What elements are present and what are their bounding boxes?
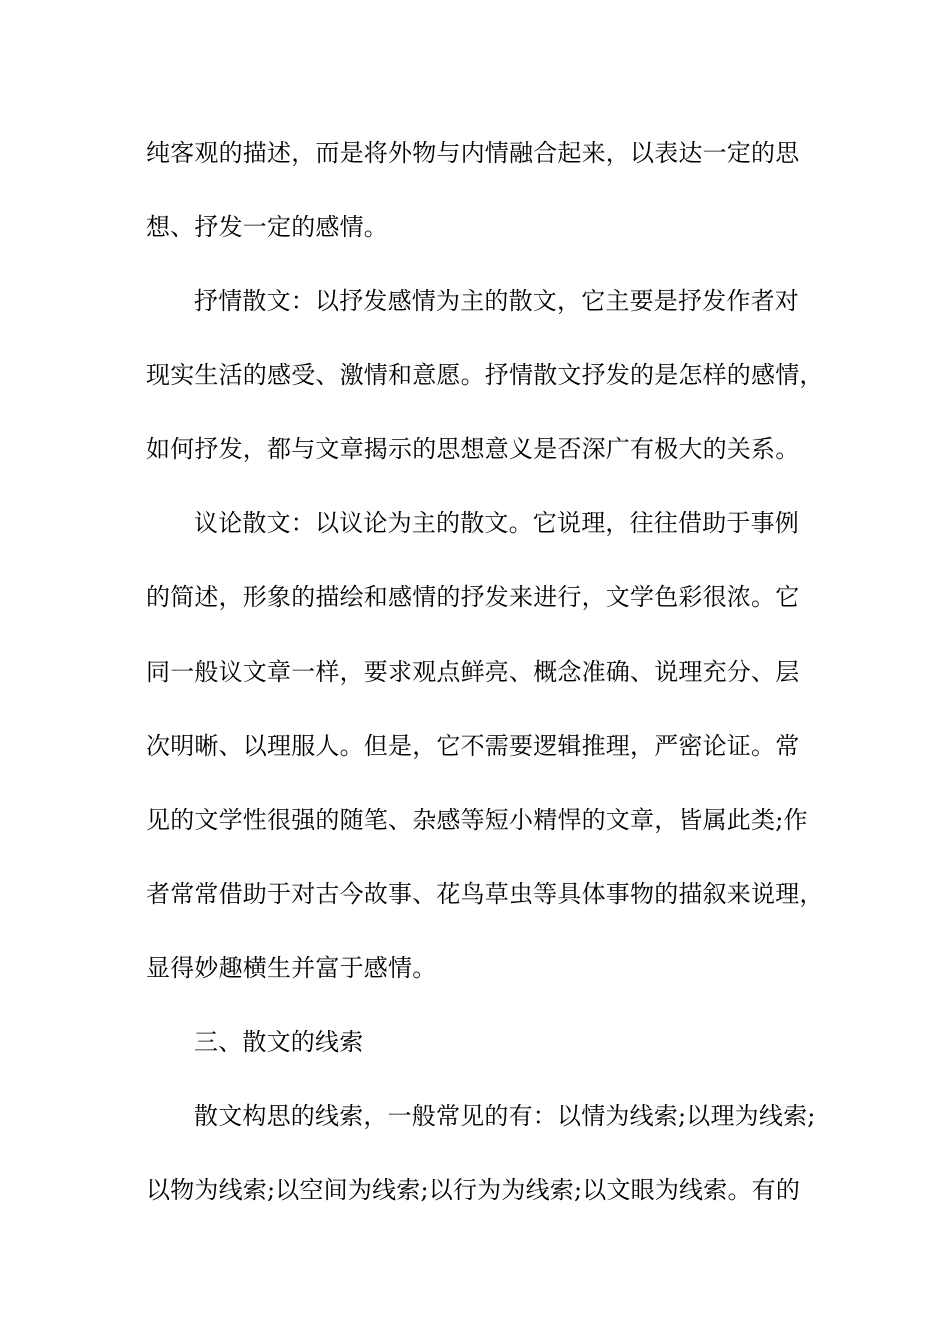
text-line: 如何抒发，都与文章揭示的思想意义是否深广有极大的关系。 bbox=[146, 435, 800, 463]
paragraph-prose-clues-start: 散文构思的线索，一般常见的有：以情为线索;以理为线索; bbox=[194, 1102, 816, 1130]
text-line: 次明晰、以理服人。但是，它不需要逻辑推理，严密论证。常 bbox=[146, 732, 800, 760]
paragraph-argumentative-prose-start: 议论散文：以议论为主的散文。它说理，往往借助于事例 bbox=[194, 509, 799, 537]
text-line: 显得妙趣横生并富于感情。 bbox=[146, 954, 437, 982]
text-line: 以物为线索;以空间为线索;以行为为线索;以文眼为线索。有的 bbox=[146, 1176, 801, 1204]
text-line: 同一般议文章一样，要求观点鲜亮、概念准确、说理充分、层 bbox=[146, 658, 800, 686]
text-line: 纯客观的描述，而是将外物与内情融合起来，以表达一定的思 bbox=[146, 139, 800, 167]
text-line: 者常常借助于对古今故事、花鸟草虫等具体事物的描叙来说理， bbox=[146, 880, 824, 908]
paragraph-lyrical-prose-start: 抒情散文：以抒发感情为主的散文，它主要是抒发作者对 bbox=[194, 287, 799, 315]
text-line: 想、抒发一定的感情。 bbox=[146, 213, 388, 241]
text-line: 现实生活的感受、激情和意愿。抒情散文抒发的是怎样的感情， bbox=[146, 361, 824, 389]
text-line: 的简述，形象的描绘和感情的抒发来进行，文学色彩很浓。它 bbox=[146, 583, 800, 611]
text-line: 见的文学性很强的随笔、杂感等短小精悍的文章，皆属此类;作 bbox=[146, 806, 808, 834]
section-heading: 三、散文的线索 bbox=[194, 1028, 364, 1056]
